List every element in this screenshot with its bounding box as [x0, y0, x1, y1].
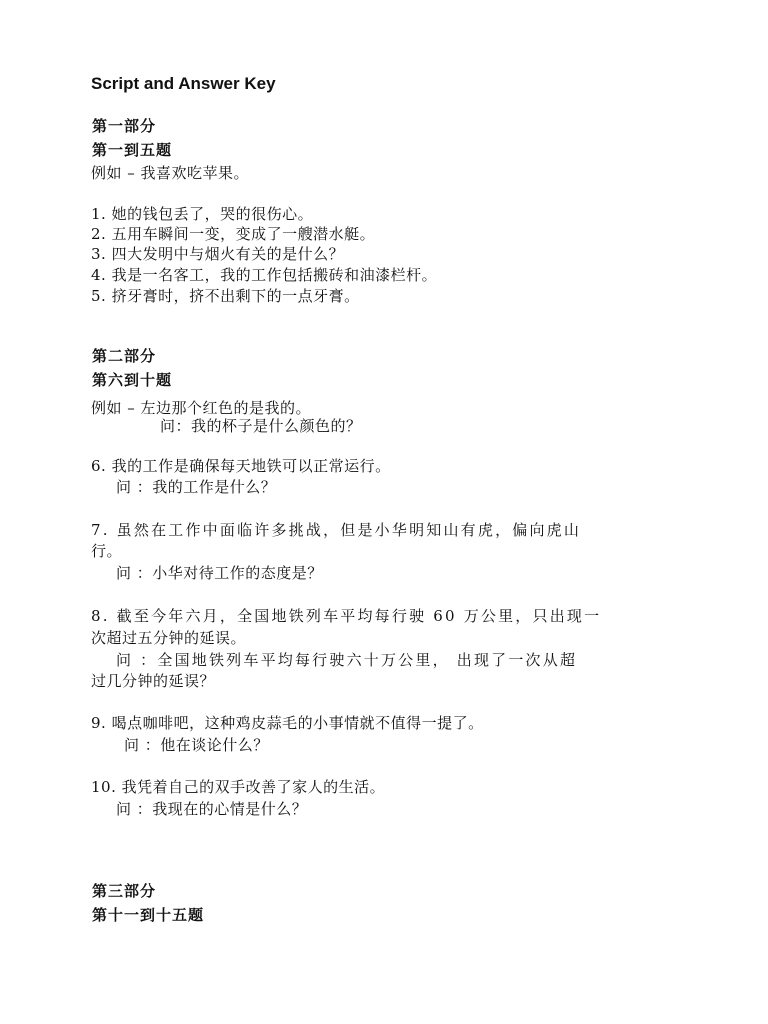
- question-8-text-line2: 次超过五分钟的延误。: [91, 629, 247, 647]
- part1-item-3: 3. 四大发明中与烟火有关的是什么？: [91, 245, 345, 263]
- part3-heading: 第三部分: [92, 882, 157, 900]
- question-10-text: 10. 我凭着自己的双手改善了家人的生活。: [91, 778, 386, 796]
- part1-subheading: 第一到五题: [92, 141, 173, 159]
- question-9-text: 9. 喝点咖啡吧，这种鸡皮蒜毛的小事情就不值得一提了。: [91, 714, 484, 732]
- part2-example-question: 问：我的杯子是什么颜色的？: [160, 417, 362, 435]
- part2-subheading: 第六到十题: [92, 371, 173, 389]
- part1-heading: 第一部分: [92, 117, 157, 135]
- document-title: Script and Answer Key: [91, 74, 276, 93]
- part1-item-1: 1. 她的钱包丢了，哭的很伤心。: [91, 205, 314, 223]
- question-6-text: 6. 我的工作是确保每天地铁可以正常运行。: [91, 457, 391, 475]
- question-9-ask: 问 ：他在谈论什么？: [124, 736, 269, 754]
- question-10-ask: 问 ：我现在的心情是什么？: [116, 800, 308, 818]
- question-8-ask-line1: 问 ：全国地铁列车平均每行驶六十万公里， 出现了一次从超: [116, 651, 578, 669]
- question-7-text-line1: 7. 虽然在工作中面临许多挑战，但是小华明知山有虎，偏向虎山: [91, 521, 582, 539]
- part2-example: 例如 – 左边那个红色的是我的。: [91, 399, 312, 417]
- question-7-text-line2: 行。: [91, 542, 123, 560]
- question-7-ask: 问 ：小华对待工作的态度是？: [116, 564, 323, 582]
- part1-item-4: 4. 我是一名客工，我的工作包括搬砖和油漆栏杆。: [91, 266, 438, 284]
- question-6-ask: 问 ：我的工作是什么？: [116, 478, 277, 496]
- part2-heading: 第二部分: [92, 347, 157, 365]
- question-8-text-line1: 8. 截至今年六月，全国地铁列车平均每行驶 60 万公里，只出现一: [91, 607, 602, 625]
- part1-example: 例如 – 我喜欢吃苹果。: [91, 164, 250, 182]
- part1-item-2: 2. 五用车瞬间一变，变成了一艘潜水艇。: [91, 225, 376, 243]
- question-8-ask-line2: 过几分钟的延误？: [91, 672, 216, 690]
- part1-item-5: 5. 挤牙膏时，挤不出剩下的一点牙膏。: [91, 287, 360, 305]
- part3-subheading: 第十一到十五题: [92, 906, 205, 924]
